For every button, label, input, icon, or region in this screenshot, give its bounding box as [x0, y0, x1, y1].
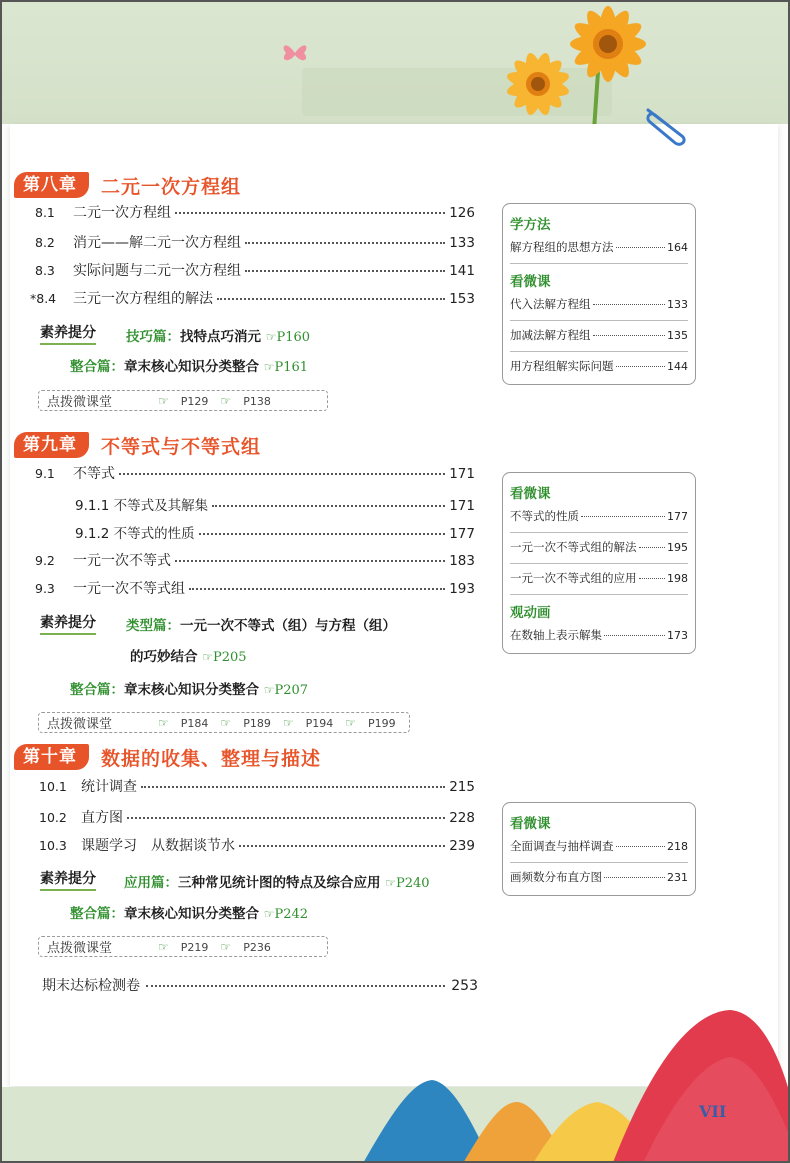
sidebar-item-label: 不等式的性质 — [510, 509, 579, 523]
leader-dots — [212, 505, 445, 507]
leader-dots — [593, 304, 666, 305]
suyang-item[interactable] — [126, 614, 396, 634]
sidebar-item-label: 在数轴上表示解集 — [510, 628, 602, 642]
section-number: 10.1 — [39, 779, 67, 794]
leader-dots — [245, 270, 445, 272]
toc-row[interactable] — [35, 550, 475, 570]
hand-pointer-icon: ☞ — [202, 650, 213, 664]
sidebar-item[interactable] — [510, 327, 688, 347]
suyang-label: 整合篇： — [70, 682, 124, 698]
dianbo-box[interactable] — [38, 712, 410, 733]
page-ref: P240 — [395, 876, 430, 891]
leader-dots — [239, 845, 445, 847]
sidebar-box — [502, 802, 696, 896]
leader-dots — [616, 846, 666, 847]
suyang-badge: 素养提分 — [40, 322, 96, 345]
divider — [510, 320, 688, 321]
suyang-item[interactable] — [70, 355, 308, 375]
suyang-text: 章末核心知识分类整合 — [124, 359, 259, 375]
chapter-10-header — [14, 742, 321, 772]
suyang-badge: 素养提分 — [40, 612, 96, 635]
leader-dots — [199, 533, 446, 535]
page-number-footer: VII — [699, 1102, 727, 1121]
section-number: 8.1 — [35, 205, 55, 220]
sidebar-item-label: 加减法解方程组 — [510, 328, 591, 342]
hand-pointer-icon: ☞ — [263, 907, 275, 921]
section-title: 统计调查 — [81, 779, 137, 795]
suyang-text: 找特点巧消元 — [180, 329, 261, 345]
page-ref[interactable]: P129 — [180, 394, 209, 408]
hand-pointer-icon: ☞ — [263, 360, 275, 374]
sidebar-item[interactable] — [510, 508, 688, 528]
dianbo-label: 点拨微课堂 — [47, 717, 113, 732]
page-number: 173 — [667, 629, 688, 642]
sidebar-item[interactable] — [510, 539, 688, 559]
section-number: 9.1 — [35, 466, 55, 481]
toc-row[interactable] — [75, 494, 475, 514]
leader-dots — [175, 560, 445, 562]
suyang-text: 的巧妙结合 — [130, 649, 198, 665]
sidebar-item-label: 一元一次不等式组的解法 — [510, 540, 637, 554]
page-ref: P242 — [274, 907, 309, 922]
sidebar-item[interactable] — [510, 627, 688, 647]
section-title: 三元一次方程组的解法 — [73, 291, 213, 307]
sidebar-item[interactable] — [510, 358, 688, 378]
section-title: 二元一次方程组 — [73, 205, 171, 221]
page-number: 177 — [449, 526, 475, 542]
dianbo-label: 点拨微课堂 — [47, 941, 113, 956]
hand-pointer-icon: ☞ — [385, 876, 396, 890]
chapter-title: 数据的收集、整理与描述 — [101, 747, 322, 770]
sidebar-heading: 观动画 — [510, 605, 551, 621]
suyang-label: 整合篇： — [70, 359, 124, 375]
toc-row[interactable] — [39, 776, 475, 796]
toc-row[interactable] — [35, 202, 475, 222]
dianbo-box[interactable] — [38, 936, 328, 957]
sidebar-item[interactable] — [510, 296, 688, 316]
sidebar-item-label: 一元一次不等式组的应用 — [510, 571, 637, 585]
section-number: 9.3 — [35, 581, 55, 596]
leader-dots — [616, 247, 666, 248]
page-number: 218 — [667, 840, 688, 853]
suyang-badge: 素养提分 — [40, 868, 96, 891]
section-title: 消元——解二元一次方程组 — [73, 235, 241, 251]
leader-dots — [119, 473, 445, 475]
section-number: 9.2 — [35, 553, 55, 568]
section-title: 一元一次不等式 — [73, 553, 171, 569]
dianbo-label: 点拨微课堂 — [47, 395, 113, 410]
page-number: 215 — [449, 779, 475, 795]
toc-row[interactable] — [39, 807, 475, 827]
suyang-item[interactable] — [70, 678, 308, 698]
page-ref: P205 — [212, 650, 247, 665]
page-number: 135 — [667, 329, 688, 342]
divider — [510, 532, 688, 533]
page-ref[interactable]: P194 — [305, 716, 334, 730]
section-title: 实际问题与二元一次方程组 — [73, 263, 241, 279]
page-number: 153 — [449, 291, 475, 307]
page-number: 133 — [667, 298, 688, 311]
leader-dots — [189, 588, 445, 590]
suyang-label: 应用篇： — [124, 875, 178, 891]
leader-dots — [141, 786, 445, 788]
sidebar-item[interactable] — [510, 570, 688, 590]
page-number: 239 — [449, 838, 475, 854]
suyang-item[interactable] — [124, 871, 430, 891]
leader-dots — [593, 335, 666, 336]
page-ref: P160 — [276, 330, 311, 345]
sidebar-item-label: 用方程组解实际问题 — [510, 359, 614, 373]
chapter-8-header — [14, 170, 241, 200]
suyang-item-continued[interactable] — [130, 645, 247, 665]
sidebar-item-label: 代入法解方程组 — [510, 297, 591, 311]
chapter-title: 不等式与不等式组 — [101, 435, 262, 458]
page-number: 144 — [667, 360, 688, 373]
toc-row[interactable] — [35, 463, 475, 483]
sidebar-box — [502, 472, 696, 654]
leader-dots — [175, 212, 445, 214]
suyang-label: 整合篇： — [70, 906, 124, 922]
divider — [510, 351, 688, 352]
divider — [510, 862, 688, 863]
page-number: 193 — [449, 581, 475, 597]
toc-row[interactable] — [35, 232, 475, 252]
sidebar-item-label: 画频数分布直方图 — [510, 870, 602, 884]
page-ref[interactable]: P184 — [180, 716, 209, 730]
divider — [510, 263, 688, 264]
dianbo-refs: ☞ P184 ☞ P189 ☞ P194 ☞ P199 — [158, 715, 396, 730]
page-ref[interactable]: P199 — [368, 716, 396, 730]
dianbo-refs: ☞ P129 ☞ P138 — [158, 393, 271, 408]
page-ref: P207 — [274, 683, 309, 698]
sidebar-heading: 看微课 — [510, 274, 551, 290]
page-ref[interactable]: P236 — [243, 940, 271, 954]
chapter-badge: 第九章 — [14, 432, 89, 458]
dianbo-refs: ☞ P219 ☞ P236 — [158, 939, 271, 954]
toc-row[interactable] — [35, 578, 475, 598]
sidebar-heading: 看微课 — [510, 486, 551, 502]
suyang-label: 技巧篇： — [126, 329, 180, 345]
page-number: 198 — [667, 572, 688, 585]
sidebar-item[interactable] — [510, 869, 688, 889]
chapter-9-header — [14, 430, 261, 460]
page-number: 231 — [667, 871, 688, 884]
hand-pointer-icon: ☞ — [265, 330, 277, 344]
leader-dots — [604, 635, 665, 636]
final-exam-row[interactable] — [42, 975, 478, 995]
section-number: 10.3 — [39, 838, 67, 853]
page-ref[interactable]: P189 — [243, 716, 271, 730]
leader-dots — [639, 547, 666, 548]
page-number: 228 — [449, 810, 475, 826]
leader-dots — [604, 877, 665, 878]
sidebar-box — [502, 203, 696, 385]
sidebar-item-label: 解方程组的思想方法 — [510, 240, 614, 254]
page-number: 126 — [449, 205, 475, 221]
page-number: 177 — [667, 510, 688, 523]
dianbo-box[interactable] — [38, 390, 328, 411]
chapter-badge: 第八章 — [14, 172, 89, 198]
page-ref[interactable]: P138 — [243, 394, 271, 408]
leader-dots — [581, 516, 665, 517]
divider — [510, 594, 688, 595]
mountains-decoration — [352, 1002, 790, 1163]
section-title: 不等式 — [73, 466, 115, 482]
suyang-item[interactable] — [126, 325, 310, 345]
leader-dots — [616, 366, 666, 367]
toc-row[interactable] — [75, 522, 475, 542]
leader-dots — [127, 817, 445, 819]
page-number: 171 — [449, 466, 475, 482]
page-number: 195 — [667, 541, 688, 554]
suyang-text: 三种常见统计图的特点及综合应用 — [178, 875, 381, 891]
leader-dots — [217, 298, 445, 300]
suyang-text: 章末核心知识分类整合 — [124, 906, 259, 922]
butterfly-icon — [280, 40, 310, 66]
leader-dots — [245, 242, 445, 244]
page-number: 164 — [667, 241, 688, 254]
chapter-title: 二元一次方程组 — [101, 175, 242, 198]
toc-row[interactable] — [30, 288, 475, 308]
hand-pointer-icon: ☞ — [263, 683, 275, 697]
page-number: 253 — [451, 978, 478, 994]
suyang-text: 章末核心知识分类整合 — [124, 682, 259, 698]
divider — [510, 563, 688, 564]
section-number: 8.2 — [35, 235, 55, 250]
section-number: *8.4 — [30, 291, 57, 306]
paperclip-icon — [642, 102, 692, 146]
section-title: 9.1.1 不等式及其解集 — [75, 498, 209, 514]
suyang-item[interactable] — [70, 902, 308, 922]
sidebar-heading: 学方法 — [510, 217, 551, 233]
section-title: 一元一次不等式组 — [73, 581, 185, 597]
section-title: 课题学习 从数据谈节水 — [81, 838, 235, 854]
section-number: 8.3 — [35, 263, 55, 278]
toc-row[interactable] — [39, 835, 475, 855]
section-title: 直方图 — [81, 810, 123, 826]
final-title: 期末达标检测卷 — [42, 978, 140, 994]
sidebar-item[interactable] — [510, 838, 688, 858]
toc-row[interactable] — [35, 260, 475, 280]
suyang-label: 类型篇： — [126, 618, 180, 634]
section-number: 10.2 — [39, 810, 67, 825]
chapter-badge: 第十章 — [14, 744, 89, 770]
leader-dots — [639, 578, 666, 579]
page-number: 141 — [449, 263, 475, 279]
page-ref[interactable]: P219 — [180, 940, 209, 954]
sidebar-item-label: 全面调查与抽样调查 — [510, 839, 614, 853]
page-ref: P161 — [274, 360, 309, 375]
suyang-text: 一元一次不等式（组）与方程（组） — [180, 618, 396, 634]
section-title: 9.1.2 不等式的性质 — [75, 526, 195, 542]
page-number: 133 — [449, 235, 475, 251]
page-number: 183 — [449, 553, 475, 569]
page-number: 171 — [449, 498, 475, 514]
sidebar-heading: 看微课 — [510, 816, 551, 832]
sidebar-item[interactable] — [510, 239, 688, 259]
leader-dots — [146, 985, 445, 987]
